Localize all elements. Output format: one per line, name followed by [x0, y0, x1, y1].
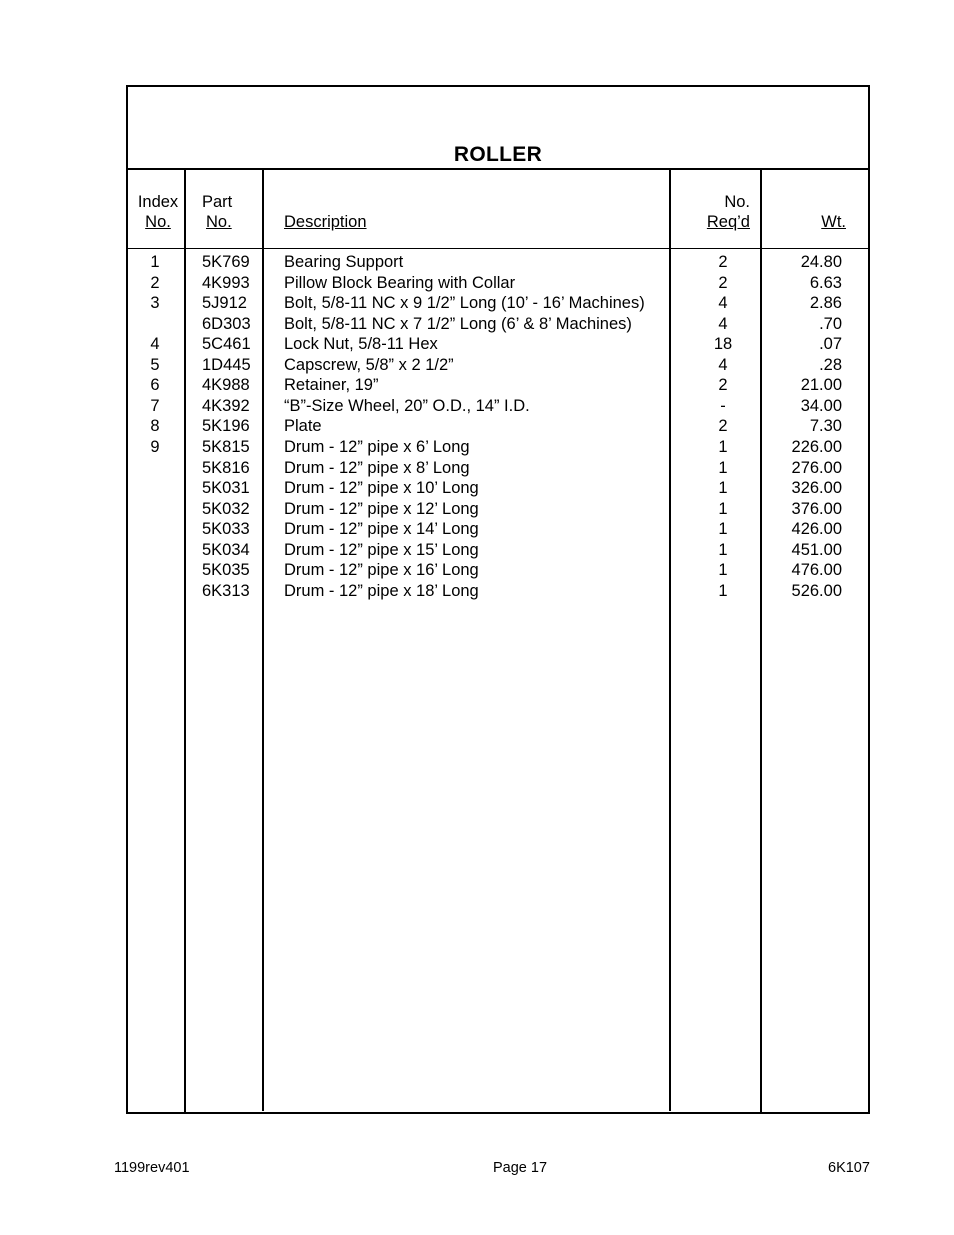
column-divider: [262, 168, 264, 1111]
row-part-number: 1D445: [202, 355, 251, 374]
row-part-number: 5K034: [202, 540, 250, 559]
row-part-number: 5K035: [202, 561, 250, 580]
row-weight: .28: [819, 355, 842, 374]
header-index-bottom: No.: [145, 213, 171, 231]
footer-page-number: Page 17: [493, 1160, 548, 1176]
row-quantity: 1: [718, 499, 728, 518]
header-part: [202, 192, 232, 232]
row-weight: 7.30: [809, 417, 842, 436]
row-index: 4: [150, 335, 160, 354]
row-part-number: 5K769: [202, 253, 250, 271]
row-quantity: 1: [718, 520, 728, 539]
row-quantity: 2: [718, 376, 728, 395]
header-qty-top: No.: [724, 193, 750, 211]
row-weight: 326.00: [791, 479, 842, 498]
row-quantity: 18: [713, 335, 733, 354]
row-quantity: 1: [718, 437, 728, 456]
row-weight: 6.63: [809, 273, 842, 292]
header-qty: [688, 192, 750, 232]
column-divider: [669, 168, 671, 1111]
header-part-top: Part: [202, 193, 233, 211]
row-description: Drum - 12” pipe x 15’ Long: [284, 540, 479, 559]
row-weight: 34.00: [800, 396, 842, 415]
table-header: [128, 168, 868, 249]
row-index: 7: [150, 396, 160, 415]
column-divider: [184, 168, 186, 1114]
row-weight: 2.86: [809, 294, 842, 313]
row-quantity: 2: [718, 253, 728, 271]
row-quantity: 1: [718, 458, 728, 477]
row-part-number: 5K031: [202, 479, 250, 498]
row-weight: 451.00: [791, 540, 842, 559]
row-description: Plate: [284, 417, 322, 436]
row-description: Drum - 12” pipe x 10’ Long: [284, 479, 479, 498]
row-quantity: 1: [718, 540, 728, 559]
row-description: “B”-Size Wheel, 20” O.D., 14” I.D.: [284, 396, 530, 415]
row-part-number: 4K993: [202, 273, 250, 292]
header-weight: Wt.: [821, 213, 846, 231]
row-description: Drum - 12” pipe x 6’ Long: [284, 437, 470, 456]
row-description: Pillow Block Bearing with Collar: [284, 273, 516, 292]
row-part-number: 5K815: [202, 437, 250, 456]
row-weight: .70: [819, 314, 842, 333]
row-weight: 24.80: [800, 253, 842, 271]
parts-list-sheet: [126, 85, 870, 1114]
row-weight: 526.00: [791, 581, 842, 600]
row-description: Retainer, 19”: [284, 376, 379, 395]
footer-doc-revision: 1199rev401: [114, 1160, 190, 1176]
row-description: Drum - 12” pipe x 18’ Long: [284, 581, 479, 600]
row-description: Drum - 12” pipe x 8’ Long: [284, 458, 470, 477]
row-index: 9: [150, 437, 160, 456]
row-quantity: 1: [718, 561, 728, 580]
row-part-number: 6D303: [202, 314, 251, 333]
row-index: 5: [150, 355, 160, 374]
row-quantity: 1: [718, 479, 728, 498]
row-part-number: 5K033: [202, 520, 250, 539]
row-quantity: -: [720, 396, 726, 415]
row-description: Bolt, 5/8-11 NC x 9 1/2” Long (10’ - 16’ Machines): [284, 294, 645, 313]
header-index: [136, 192, 180, 232]
row-index: 3: [150, 294, 160, 313]
row-description: Lock Nut, 5/8-11 Hex: [284, 335, 438, 354]
row-description: Drum - 12” pipe x 16’ Long: [284, 561, 479, 580]
row-description: Bearing Support: [284, 253, 404, 271]
row-part-number: 4K392: [202, 396, 250, 415]
row-weight: 276.00: [791, 458, 842, 477]
page-title: ROLLER: [453, 143, 543, 166]
row-weight: 226.00: [791, 437, 842, 456]
row-quantity: 1: [718, 581, 728, 600]
row-weight: 21.00: [800, 376, 842, 395]
row-description: Capscrew, 5/8” x 2 1/2”: [284, 355, 454, 374]
row-weight: 476.00: [791, 561, 842, 580]
row-quantity: 4: [718, 294, 728, 313]
row-description: Drum - 12” pipe x 14’ Long: [284, 520, 479, 539]
row-quantity: 4: [718, 314, 728, 333]
header-description: Description: [284, 213, 367, 231]
row-quantity: 2: [718, 273, 728, 292]
row-part-number: 5K196: [202, 417, 250, 436]
row-index: 8: [150, 417, 160, 436]
row-part-number: 5J912: [202, 294, 247, 313]
row-description: Drum - 12” pipe x 12’ Long: [284, 499, 479, 518]
row-part-number: 5K816: [202, 458, 250, 477]
footer-part-code: 6K107: [828, 1160, 870, 1176]
header-qty-bottom: Req’d: [706, 213, 750, 231]
header-index-top: Index: [137, 193, 179, 211]
row-quantity: 2: [718, 417, 728, 436]
row-weight: 426.00: [791, 520, 842, 539]
row-part-number: 4K988: [202, 376, 250, 395]
row-index: 1: [150, 253, 160, 271]
row-index: 6: [150, 376, 160, 395]
row-part-number: 6K313: [202, 581, 250, 600]
row-weight: 376.00: [791, 499, 842, 518]
row-part-number: 5C461: [202, 335, 251, 354]
row-index: 2: [150, 273, 160, 292]
row-part-number: 5K032: [202, 499, 250, 518]
row-weight: .07: [819, 335, 842, 354]
title-band: [128, 87, 868, 170]
header-part-bottom: No.: [206, 213, 232, 231]
row-quantity: 4: [718, 355, 728, 374]
row-description: Bolt, 5/8-11 NC x 7 1/2” Long (6’ & 8’ Machines): [284, 314, 632, 333]
